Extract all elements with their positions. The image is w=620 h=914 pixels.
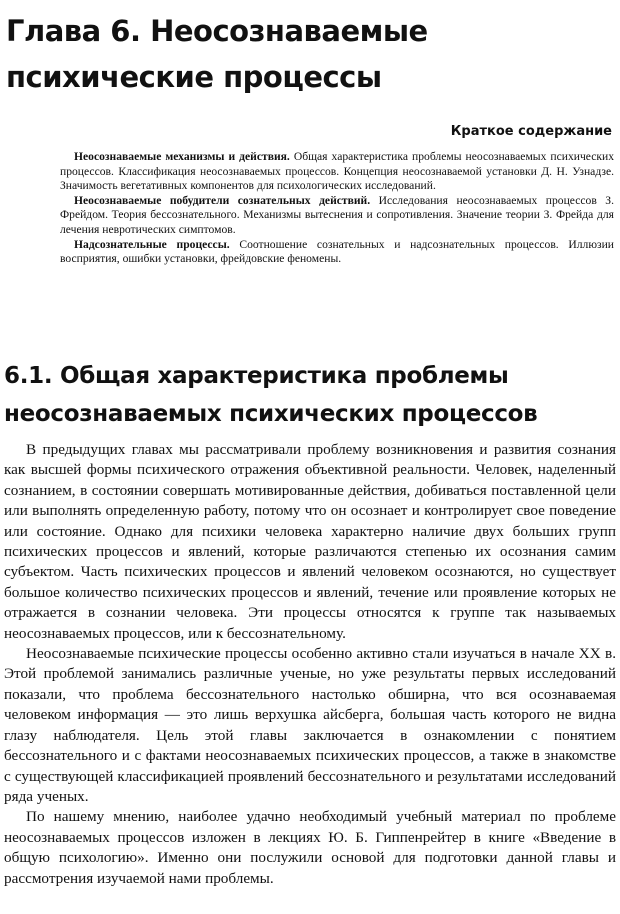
body-paragraph: Неосознаваемые психические процессы особенно активно стали изучаться в начале XX в. Этой проблемой занимались различные ученые, но уже результаты первых исследований показали, что проблема бессознательного настолько обширна, что вся осознаваемая человеком информация — это лишь верхушка айсберга, большая часть которого не видна глазу наблюдателя. Цель этой главы заключается в ознакомлении с понятием бессознательного и с фактами неосознаваемых психических процессов, а также в знакомстве с существующей классификацией проявлений бессознательного и результатами исследований ряда ученых. bbox=[4, 645, 616, 805]
body-text bbox=[4, 440, 616, 889]
summary-item bbox=[60, 150, 614, 194]
chapter-title bbox=[6, 8, 616, 100]
section-title bbox=[4, 357, 616, 433]
section-title-line-1: 6.1. Общая характеристика проблемы bbox=[4, 363, 509, 389]
summary-heading: Краткое содержание bbox=[450, 124, 612, 139]
summary-item bbox=[60, 194, 614, 238]
chapter-title-line-1: Глава 6. Неосознаваемые bbox=[6, 14, 428, 48]
section-title-line-2: неосознаваемых психических процессов bbox=[4, 401, 538, 427]
summary-item-text: Соотношение сознательных и надсознательных процессов. Иллюзии восприятия, ошибки установки, фрейдовские феномены. bbox=[60, 237, 614, 266]
summary-item-lead: Неосознаваемые механизмы и действия. bbox=[74, 150, 290, 163]
summary-item-lead: Надсознательные процессы. bbox=[74, 237, 230, 251]
summary-item-text: Исследования неосознаваемых процессов З. Фрейдом. Теория бессознательного. Механизмы вытеснения и сопротивления. Значение теории З. Фрейда для лечения невротических симптомов. bbox=[60, 193, 614, 236]
chapter-summary bbox=[60, 150, 614, 267]
summary-item-lead: Неосознаваемые побудители сознательных действий. bbox=[74, 193, 371, 207]
summary-item bbox=[60, 238, 614, 267]
body-paragraph: По нашему мнению, наиболее удачно необходимый учебный материал по проблеме неосознаваемых процессов изложен в лекциях Ю. Б. Гиппенрейтер в книге «Введение в общую психологию». Именно они послужили основой для подготовки данной главы и рассмотрения изучаемой нами проблемы. bbox=[4, 808, 616, 887]
chapter-title-line-2: психические процессы bbox=[6, 60, 382, 94]
summary-item-text: Общая характеристика проблемы неосознаваемых психических процессов. Классификация неосознаваемых процессов. Концепция неосознаваемой установки Д. Н. Узнадзе. Значимость вегетативных компонентов для психологических исследований. bbox=[60, 150, 614, 193]
body-paragraph: В предыдущих главах мы рассматривали проблему возникновения и развития сознания как высшей формы психического отражения объективной реальности. Человек, наделенный сознанием, в состоянии совершать мотивированные действия, добиваться поставленной цели или выполнять определенную работу, потому что он осознает и контролирует свое поведение или состояние. Однако для психики человека характерно наличие двух больших групп психических процессов и явлений, которые различаются степенью их осознания самим субъектом. Часть психических процессов и явлений человеком осознаются, но существует большое количество психических процессов и явлений, течение или проявление которых не отражается в сознании человека. Эти процессы относятся к группе так называемых неосознаваемых процессов, или к бессознательному. bbox=[4, 441, 616, 642]
